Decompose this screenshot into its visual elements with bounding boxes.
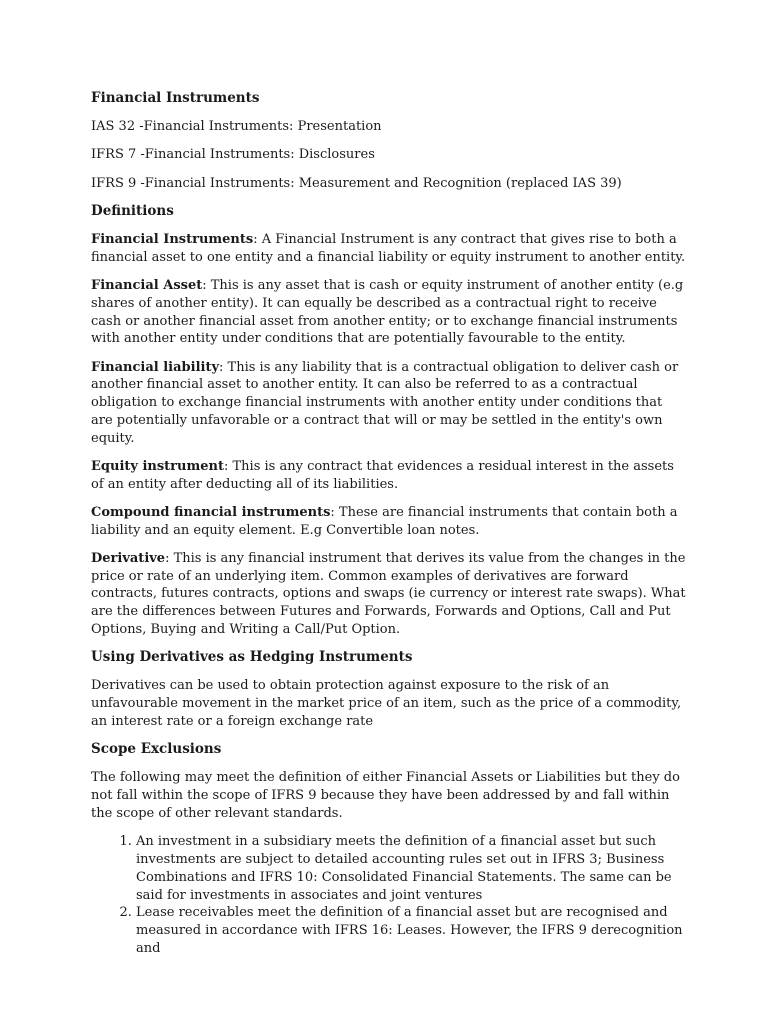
definition-term: Financial Instruments <box>91 231 254 247</box>
definition-financial-instruments <box>91 231 688 267</box>
definitions-heading: Definitions <box>91 202 174 219</box>
list-item: 2. Lease receivables meet the definition of a financial asset but are recognised and measured in accordance with IFRS 16: Leases. However, the IFRS 9 derecognition and <box>136 904 688 957</box>
scope-exclusions-list <box>91 833 688 958</box>
scope-heading: Scope Exclusions <box>91 741 222 758</box>
definition-text: : These are financial instruments that contain both a liability and an equity element. E.g Convertible loan notes. <box>91 504 678 538</box>
document-title: Financial Instruments <box>91 90 260 106</box>
definition-text: : This is any financial instrument that derives its value from the changes in the price or rate of an underlying item. Common examples of derivatives are forward contracts, futures contracts, options and swaps (ie currency or interest rate swaps). What are the differences between Futures and Forwards, Forwards and Options, Call and Put Options, Buying and Writing a Call/Put Option. <box>91 550 686 638</box>
definition-compound-financial-instruments <box>91 504 688 540</box>
definition-text: : A Financial Instrument is any contract that gives rise to both a financial asset to one entity and a financial liability or equity instrument to another entity. <box>91 231 686 265</box>
definition-text: : This is any contract that evidences a residual interest in the assets of an entity after deducting all of its liabilities. <box>91 458 674 492</box>
document-body <box>91 90 688 958</box>
hedging-paragraph: Derivatives can be used to obtain protection against exposure to the risk of an unfavourable movement in the market price of an item, such as the price of a commodity, an interest rate or a foreign exchange rate <box>91 678 682 729</box>
definition-term: Equity instrument <box>91 458 224 474</box>
definition-term: Compound financial instruments <box>91 504 331 520</box>
standard-ias32: IAS 32 -Financial Instruments: Presentation <box>91 119 382 135</box>
standard-ifrs9: IFRS 9 -Financial Instruments: Measurement and Recognition (replaced IAS 39) <box>91 175 622 191</box>
definition-equity-instrument <box>91 458 688 494</box>
scope-intro-paragraph: The following may meet the definition of either Financial Assets or Liabilities but they do not fall within the scope of IFRS 9 because they have been addressed by and fall within the scope of other relevant standards. <box>91 770 680 821</box>
definition-term: Financial liability <box>91 359 220 375</box>
definition-term: Derivative <box>91 550 166 566</box>
definition-derivative <box>91 550 688 639</box>
definition-financial-asset <box>91 277 688 348</box>
definition-text: : This is any asset that is cash or equity instrument of another entity (e.g shares of another entity). It can equally be described as a contractual right to receive cash or another financial asset from another entity; or to exchange financial instruments with another entity under conditions that are potentially favourable to the entity. <box>91 277 684 347</box>
standard-ifrs7: IFRS 7 -Financial Instruments: Disclosures <box>91 147 375 163</box>
list-item: 1. An investment in a subsidiary meets the definition of a financial asset but such investments are subject to detailed accounting rules set out in IFRS 3; Business Combinations and IFRS 10: Consolidated Financial Statements. The same can be said for investments in associates and joint ventures <box>136 833 688 904</box>
definition-term: Financial Asset <box>91 277 203 293</box>
definition-text: : This is any liability that is a contractual obligation to deliver cash or another financial asset to another entity. It can also be referred to as a contractual obligation to exchange financial instruments with another entity under conditions that are potentially unfavorable or a contract that will or may be settled in the entity's own equity. <box>91 359 679 446</box>
definition-financial-liability <box>91 359 688 448</box>
hedging-heading: Using Derivatives as Hedging Instruments <box>91 649 413 666</box>
